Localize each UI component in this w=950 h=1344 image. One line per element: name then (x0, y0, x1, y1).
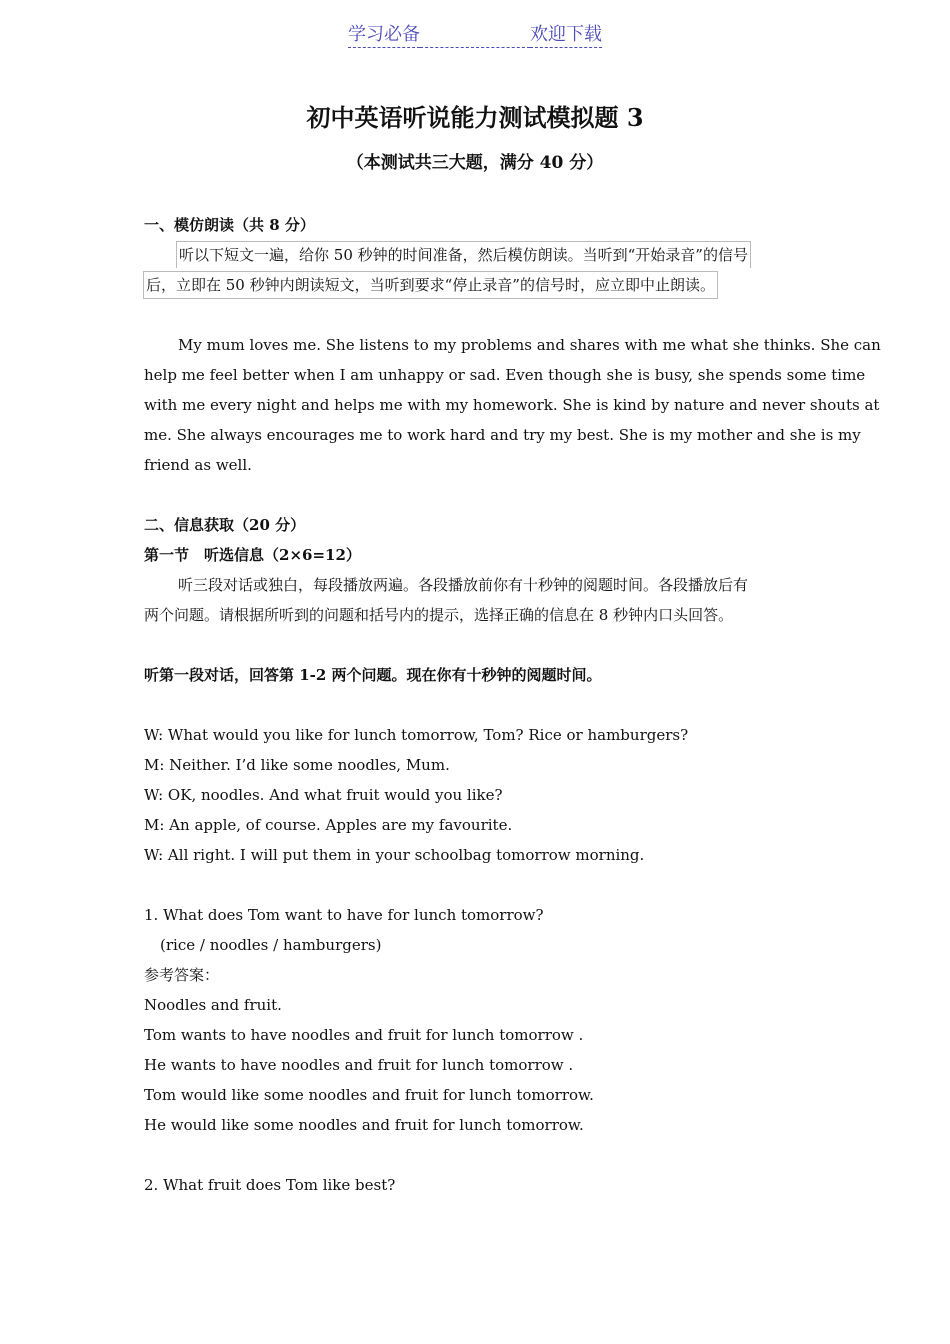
dialogue-line: W: What would you like for lunch tomorrow, Tom? Rice or hamburgers? (144, 726, 689, 744)
dialogue-line: W: OK, noodles. And what fruit would you like? (144, 786, 503, 804)
section2-part1-heading: 第一节 听选信息（2×6=12） (144, 546, 361, 564)
dialogue-line: W: All right. I will put them in your schoolbag tomorrow morning. (144, 846, 645, 864)
passage-line: friend as well. (144, 456, 252, 474)
section2-instruction-line2: 两个问题。请根据所听到的问题和括号内的提示，选择正确的信息在 8 秒钟内口头回答。 (144, 606, 734, 624)
spacer (144, 480, 808, 510)
spacer (144, 300, 808, 330)
question-1-hint: (rice / noodles / hamburgers) (160, 936, 382, 954)
answer-label: 参考答案： (144, 966, 220, 984)
spacer (144, 630, 808, 660)
passage-line: help me feel better when I am unhappy or sad. Even though she is busy, she spends some time (144, 366, 866, 384)
section1-instruction-box (144, 240, 808, 300)
answer-line: Tom wants to have noodles and fruit for lunch tomorrow . (144, 1026, 584, 1044)
passage-line: with me every night and helps me with my homework. She is kind by nature and never shouts at (144, 396, 880, 414)
instruction-line2-text: 后，立即在 50 秒钟内朗读短文，当听到要求“停止录音”的信号时，应立即中止朗读。 (143, 271, 718, 299)
answer-line: Noodles and fruit. (144, 996, 282, 1014)
section1-heading: 一、模仿朗读（共 8 分） (144, 216, 315, 234)
question-2: 2. What fruit does Tom like best? (144, 1176, 396, 1194)
page-header (0, 24, 950, 48)
answer-line: He wants to have noodles and fruit for lunch tomorrow . (144, 1056, 574, 1074)
section1-instruction-line1 (144, 240, 808, 270)
section2-heading: 二、信息获取（20 分） (144, 516, 306, 534)
section1-instruction-line2 (144, 270, 808, 300)
spacer (144, 870, 808, 900)
header-left-text: 学习必备 (348, 24, 420, 48)
header-right-text: 欢迎下载 (530, 24, 602, 48)
passage-line: My mum loves me. She listens to my problems and shares with me what she thinks. She can (178, 336, 881, 354)
document-subtitle: （本测试共三大题，满分 40 分） (346, 153, 604, 173)
answer-line: Tom would like some noodles and fruit for lunch tomorrow. (144, 1086, 594, 1104)
header-underline-gap (420, 25, 530, 48)
passage-line: me. She always encourages me to work hard and try my best. She is my mother and she is my (144, 426, 861, 444)
question-1: 1. What does Tom want to have for lunch tomorrow? (144, 906, 544, 924)
spacer (144, 690, 808, 720)
answer-line: He would like some noodles and fruit for lunch tomorrow. (144, 1116, 584, 1134)
dialogue-line: M: An apple, of course. Apples are my favourite. (144, 816, 513, 834)
section2-instruction-line1: 听三段对话或独白，每段播放两遍。各段播放前你有十秒钟的阅题时间。各段播放后有 (178, 576, 749, 594)
dialogue-line: M: Neither. I’d like some noodles, Mum. (144, 756, 450, 774)
instruction-line1-text: 听以下短文一遍，给你 50 秒钟的时间准备，然后模仿朗读。当听到“开始录音”的信号 (176, 241, 751, 268)
dialogue1-heading: 听第一段对话，回答第 1-2 两个问题。现在你有十秒钟的阅题时间。 (144, 666, 602, 684)
document-body (144, 210, 881, 1200)
document-title: 初中英语听说能力测试模拟题 3 (306, 103, 644, 132)
spacer (144, 1140, 808, 1170)
